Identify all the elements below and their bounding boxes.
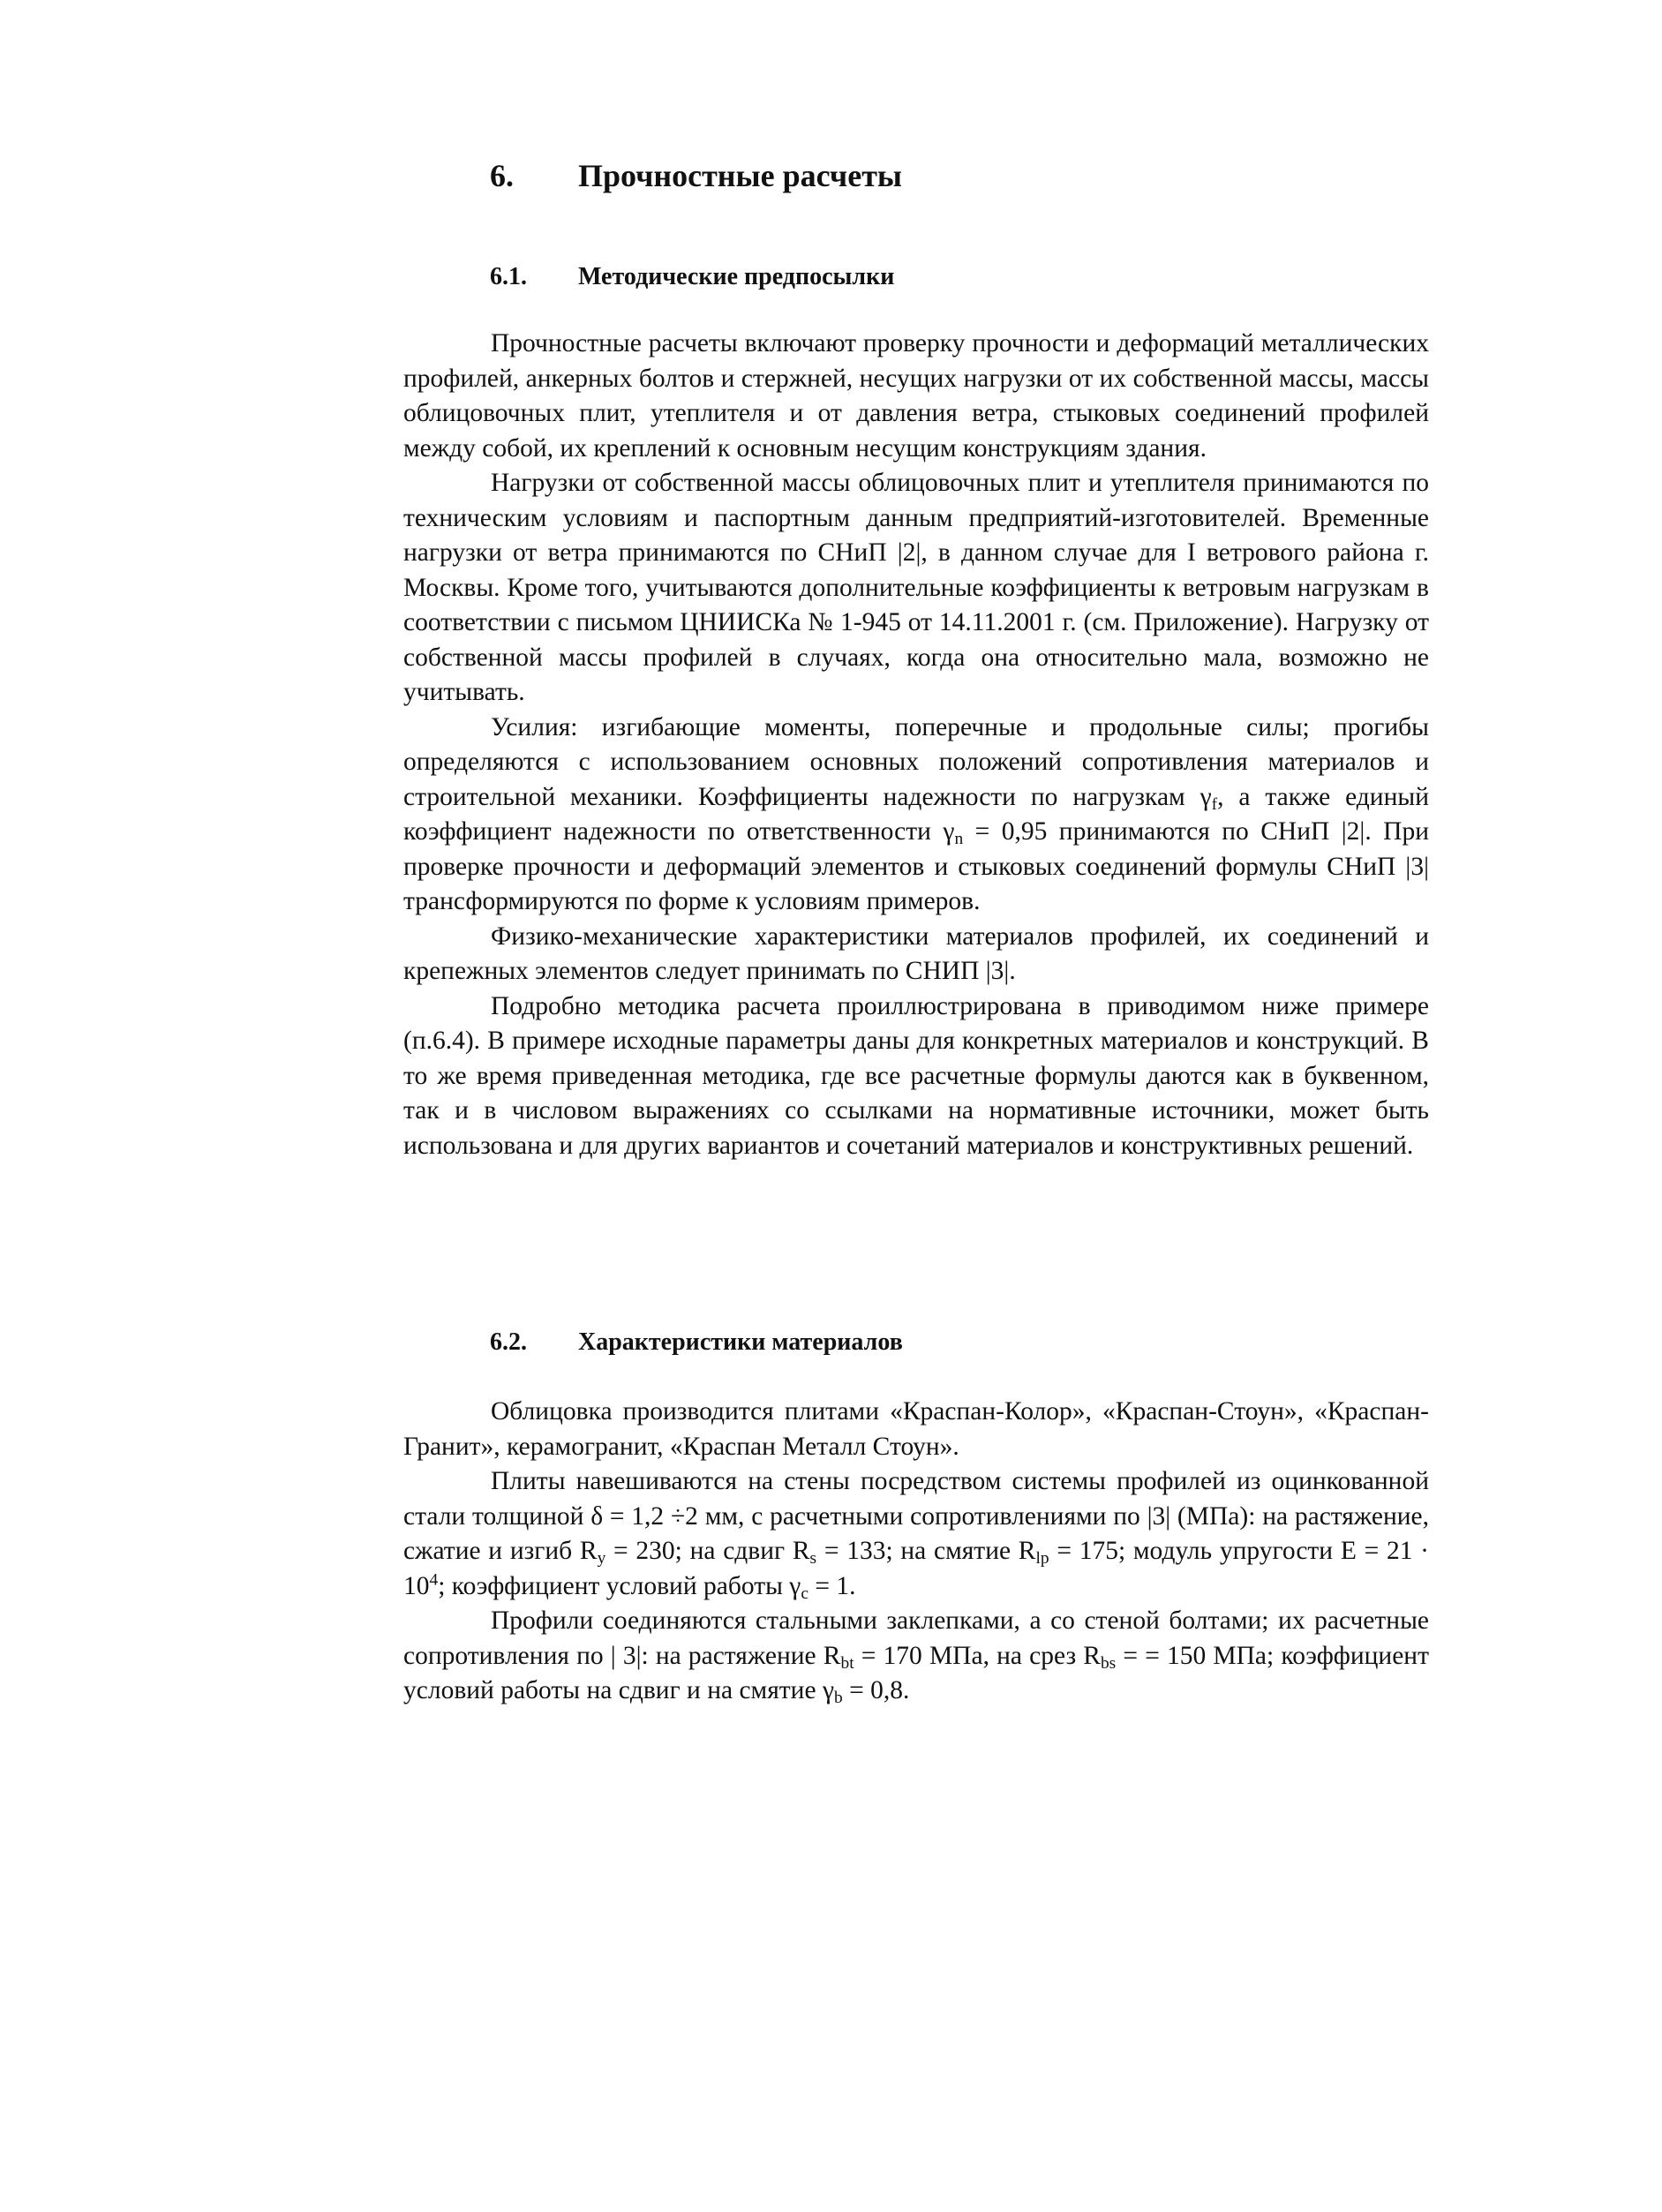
- text-run: = 0,8.: [842, 1676, 910, 1704]
- subsection-heading-6-1: [490, 263, 894, 291]
- text-run: , а также единый коэффициент надежности по ответственности γ: [403, 782, 1429, 846]
- paragraph-cladding: Облицовка производится плитами «Краспан-Колор», «Краспан-Стоун», «Краспан-Гранит», керамогранит, «Краспан Металл Стоун».: [403, 1397, 1429, 1461]
- superscript: 4: [429, 1569, 439, 1589]
- section-title: Прочностные расчеты: [578, 158, 902, 193]
- text-run: = 170 МПа, на срез R: [854, 1641, 1101, 1670]
- paragraph: Физико-механические характеристики материалов профилей, их соединений и крепежных элементов следует принимать по СНИП |3|.: [403, 922, 1429, 985]
- subscript: f: [1211, 794, 1218, 814]
- subsection-6-2-body: [403, 1395, 1429, 1709]
- subscript: bs: [1100, 1653, 1117, 1673]
- section-number: 6.: [490, 158, 514, 193]
- text-run: Профили соединяются стальными заклепками, а со стеной болтами; их расчетные сопротивления по | 3|: на растяжение R: [403, 1606, 1429, 1670]
- section-heading: [490, 157, 902, 194]
- subsection-6-1-body: [403, 327, 1429, 1163]
- subscript: s: [809, 1548, 817, 1568]
- subscript: lp: [1035, 1548, 1049, 1568]
- subsection-title: Характеристики материалов: [578, 1328, 903, 1356]
- paragraph-forces: [403, 711, 1429, 920]
- subscript: y: [597, 1548, 606, 1568]
- text-run: ; коэффициент условий работы γ: [438, 1571, 801, 1600]
- text-run: Усилия: изгибающие моменты, поперечные и продольные силы; прогибы определяются с использованием основных положений сопротивления материалов и строительной механики. Коэффициенты надежности по нагрузкам γ: [403, 712, 1429, 811]
- subsection-number: 6.2.: [490, 1328, 527, 1356]
- subsection-number: 6.1.: [490, 263, 527, 290]
- paragraph: Нагрузки от собственной массы облицовочных плит и утеплителя принимаются по техническим условиям и паспортным данным предприятий-изготовителей. Временные нагрузки от ветра принимаются по СНиП |2|, в данном случае для I ветрового района г. Москвы. Кроме того, учитываются дополнительные коэффициенты к ветровым нагрузкам в соответствии с письмом ЦНИИСКа № 1-945 от 14.11.2001 г. (см. Приложение). Нагрузку от собственной массы профилей в случаях, когда она относительно мала, возможно не учитывать.: [403, 469, 1429, 706]
- text-run: = 230; на сдвиг R: [605, 1537, 810, 1565]
- subsection-title: Методические предпосылки: [578, 263, 895, 290]
- text-run: = 133; на смятие R: [816, 1537, 1036, 1565]
- paragraph-profiles-steel: [403, 1464, 1429, 1604]
- subsection-heading-6-2: [490, 1328, 903, 1357]
- text-run: = 175; модуль упругости E = 21 · 10: [403, 1537, 1429, 1600]
- text-run: Плиты навешиваются на стены посредством системы профилей из оцинкованной стали толщиной δ = 1,2 ÷2 мм, с расчетными сопротивлениями по |3| (МПа): на растяжение, сжатие и изгиб R: [403, 1467, 1429, 1565]
- subscript: n: [954, 829, 964, 848]
- subscript: bt: [840, 1653, 854, 1673]
- subscript: c: [801, 1584, 808, 1603]
- text-run: = 0,95 принимаются по СНиП |2|. При проверке прочности и деформаций элементов и стыковых соединений формулы СНиП |3| трансформируются по форме к условиям примеров.: [403, 817, 1429, 915]
- paragraph: Подробно методика расчета проиллюстрирована в приводимом ниже примере (п.6.4). В примере исходные параметры даны для конкретных материалов и конструкций. В то же время приведенная методика, где все расчетные формулы даются как в буквенном, так и в числовом выражениях со ссылками на нормативные источники, может быть использована и для других вариантов и сочетаний материалов и конструктивных решений.: [403, 991, 1429, 1160]
- subscript: b: [833, 1688, 843, 1707]
- paragraph-connections: [403, 1604, 1429, 1709]
- text-run: = 1.: [808, 1571, 856, 1600]
- paragraph: Прочностные расчеты включают проверку прочности и деформаций металлических профилей, анкерных болтов и стержней, несущих нагрузки от их собственной массы, массы облицовочных плит, утеплителя и от давления ветра, стыковых соединений профилей между собой, их креплений к основным несущим конструкциям здания.: [403, 329, 1429, 463]
- text-run: = = 150 МПа; коэффициент условий работы на сдвиг и на смятие γ: [403, 1641, 1429, 1704]
